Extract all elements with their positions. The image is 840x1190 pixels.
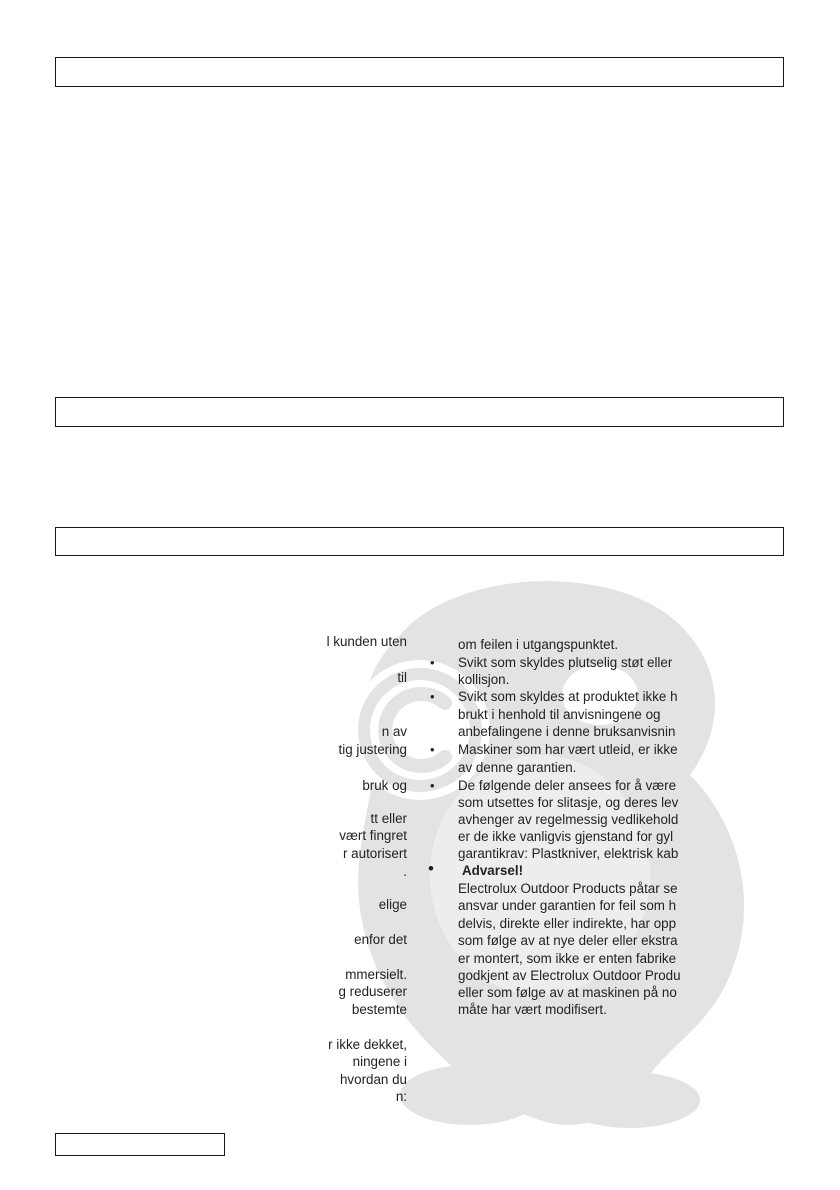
right-text-line: som utsettes for slitasje, og deres lev [458, 795, 679, 810]
section-heading-box-3 [55, 527, 784, 556]
warning-heading: Advarsel! [462, 863, 524, 878]
bullet-marker: • [430, 778, 435, 793]
left-text-line: til [397, 670, 407, 685]
right-text-line: er montert, som ikke er enten fabrike [458, 951, 677, 966]
bullet-marker: • [428, 859, 434, 878]
left-text-line: bestemte [351, 1002, 407, 1017]
right-text-line: måte har vært modifisert. [458, 1002, 607, 1017]
left-text-line: bruk og [362, 778, 407, 793]
left-text-line: elige [378, 897, 407, 912]
bullet-marker: • [430, 655, 435, 670]
left-text-line: enfor det [354, 932, 407, 947]
left-text-line: ningene i [352, 1054, 407, 1069]
left-text-line: g reduserer [338, 984, 407, 999]
right-text-line: anbefalingene i denne bruksanvisnin [458, 724, 676, 739]
right-text-line: Svikt som skyldes at produktet ikke h [458, 689, 678, 704]
right-text-line: godkjent av Electrolux Outdoor Produ [458, 968, 681, 983]
left-text-line: r autorisert [343, 846, 407, 861]
bullet-marker: • [430, 742, 435, 757]
footer-box [55, 1133, 225, 1156]
right-text-line: delvis, direkte eller indirekte, har opp [458, 916, 677, 931]
left-text-line: tt eller [370, 811, 407, 826]
right-text-line: Maskiner som har vært utleid, er ikke [458, 742, 678, 757]
left-text-line: . [403, 864, 407, 879]
section-heading-box-1 [55, 57, 784, 87]
left-text-line: vært fingret [339, 828, 407, 843]
left-text-line: tig justering [338, 742, 407, 757]
section-heading-box-2 [55, 397, 784, 427]
left-text-line: l kunden uten [326, 634, 407, 649]
left-text-line: n av [381, 724, 407, 739]
right-text-line: avhenger av regelmessig vedlikehold [458, 812, 679, 827]
right-text-line: eller som følge av at maskinen på no [458, 985, 677, 1000]
right-text-line: Electrolux Outdoor Products påtar se [458, 881, 678, 896]
right-text-line: er de ikke vanligvis gjenstand for gyl [458, 829, 674, 844]
left-text-line: r ikke dekket, [328, 1037, 407, 1052]
right-text-line: ansvar under garantien for feil som h [458, 898, 677, 913]
right-text-line: garantikrav: Plastkniver, elektrisk kab [458, 846, 679, 861]
right-text-line: kollisjon. [458, 672, 510, 687]
right-text-line: av denne garantien. [458, 760, 577, 775]
bullet-marker: • [430, 689, 435, 704]
left-text-line: n: [395, 1089, 407, 1104]
right-text-line: Svikt som skyldes plutselig støt eller [458, 655, 673, 670]
left-text-line: mmersielt. [345, 967, 407, 982]
right-text-line: om feilen i utgangspunktet. [458, 637, 619, 652]
right-text-line: De følgende deler ansees for å være [458, 778, 677, 793]
left-text-line: hvordan du [339, 1072, 407, 1087]
right-text-line: som følge av at nye deler eller ekstra [458, 933, 678, 948]
right-text-line: brukt i henhold til anvisningene og [458, 707, 661, 722]
